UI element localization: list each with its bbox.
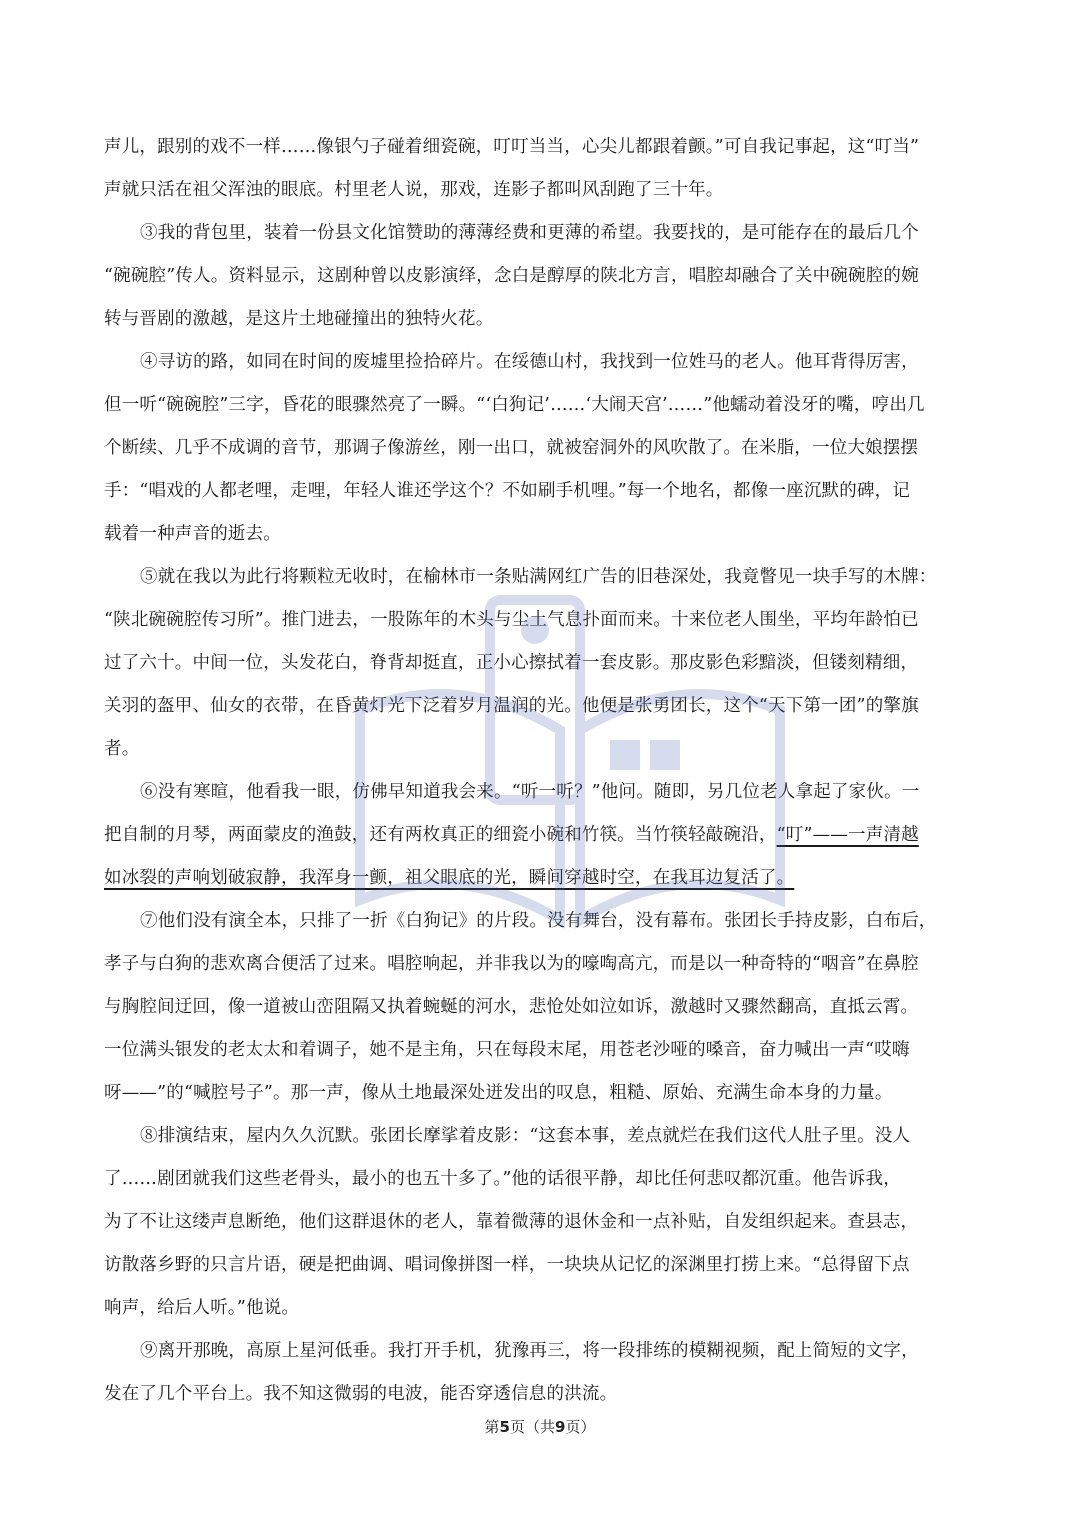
line-text: 了……剧团就我们这些老骨头，最小的也五十多了。”他的话很平静，却比任何悲叹都沉重。他告诉我， xyxy=(104,1169,901,1189)
text-line xyxy=(104,771,978,814)
text-line xyxy=(104,470,978,513)
line-text: 一位满头银发的老太太和着调子，她不是主角，只在每段末尾，用苍老沙哑的嗓音，奋力喊出一声“哎嗨 xyxy=(104,1040,910,1060)
line-text: 个断续、几乎不成调的音节，那调子像游丝，刚一出口，就被窑洞外的风吹散了。在米脂，一位大娘摆摆 xyxy=(104,438,919,458)
line-text: ⑦他们没有演全本，只排了一折《白狗记》的片段。没有舞台，没有幕布。张团长手持皮影，白布后， xyxy=(140,911,937,931)
text-line xyxy=(104,427,978,470)
line-text: 声儿，跟别的戏不一样……像银勺子碰着细瓷碗，叮叮当当，心尖儿都跟着颤。”可自我记事起，这“叮当” xyxy=(104,137,920,157)
text-line xyxy=(104,599,978,642)
text-line xyxy=(104,1244,978,1287)
text-line xyxy=(104,1115,978,1158)
line-text: 手：“唱戏的人都老哩，走哩，年轻人谁还学这个？不如刷手机哩。”每一个地名，都像一座沉默的碑，记 xyxy=(104,481,911,501)
text-line xyxy=(104,1072,978,1115)
underlined-sentence: “叮”——一声清越 xyxy=(776,825,919,845)
page-footer xyxy=(0,1416,1080,1437)
text-line xyxy=(104,900,978,943)
text-line xyxy=(104,556,978,599)
footer-prefix: 第 xyxy=(484,1418,500,1436)
text-line xyxy=(104,384,978,427)
text-line xyxy=(104,728,978,771)
line-text: 关羽的盔甲、仙女的衣带，在昏黄灯光下泛着岁月温润的光。他便是张勇团长，这个“天下第一团”的擎旗 xyxy=(104,696,919,716)
line-text: 为了不让这缕声息断绝，他们这群退休的老人，靠着微薄的退休金和一点补贴，自发组织起来。查县志， xyxy=(104,1212,919,1232)
line-text: 孝子与白狗的悲欢离合便活了过来。唱腔响起，并非我以为的嚎啕高亢，而是以一种奇特的“咽音”在鼻腔 xyxy=(104,954,919,974)
footer-suffix: 页） xyxy=(565,1418,596,1436)
text-line xyxy=(104,169,978,212)
text-line xyxy=(104,1330,978,1373)
underlined-sentence: 如冰裂的声响划破寂静，我浑身一颤，祖父眼底的光，瞬间穿越时空，在我耳边复活了。 xyxy=(104,868,795,888)
line-text: 转与晋剧的激越，是这片土地碰撞出的独特火花。 xyxy=(104,309,494,329)
footer-page-number: 5 xyxy=(499,1418,510,1436)
line-text: 过了六十。中间一位，头发花白，脊背却挺直，正小心擦拭着一套皮影。那皮影色彩黯淡，但镂刻精细， xyxy=(104,653,919,673)
line-text: 与胸腔间迂回，像一道被山峦阻隔又执着蜿蜒的河水，悲怆处如泣如诉，激越时又骤然翻高，直抵云霄。 xyxy=(104,997,919,1017)
text-line xyxy=(104,126,978,169)
line-text: ⑤就在我以为此行将颗粒无收时，在榆林市一条贴满网红广告的旧巷深处，我竟瞥见一块手写的木牌： xyxy=(140,567,937,587)
text-line xyxy=(104,1373,978,1416)
text-line xyxy=(104,298,978,341)
line-text: ⑧排演结束，屋内久久沉默。张团长摩挲着皮影：“这套本事，差点就烂在我们这代人肚子里。没人 xyxy=(140,1126,911,1146)
footer-total-pages: 9 xyxy=(555,1418,566,1436)
line-text: 访散落乡野的只言片语，硬是把曲调、唱词像拼图一样，一块块从记忆的深渊里打捞上来。“总得留下点 xyxy=(104,1255,910,1275)
text-line xyxy=(104,986,978,1029)
text-line xyxy=(104,1029,978,1072)
line-text: 载着一种声音的逝去。 xyxy=(104,524,281,544)
line-text: “陕北碗碗腔传习所”。推门进去，一股陈年的木头与尘土气息扑面而来。十来位老人围坐，平均年龄怕已 xyxy=(104,610,919,630)
line-text: ⑨离开那晚，高原上星河低垂。我打开手机，犹豫再三，将一段排练的模糊视频，配上简短的文字， xyxy=(140,1341,919,1361)
text-line xyxy=(104,341,978,384)
footer-middle: 页（共 xyxy=(509,1418,555,1436)
text-line xyxy=(104,513,978,556)
text-line xyxy=(104,685,978,728)
line-text: ③我的背包里，装着一份县文化馆赞助的薄薄经费和更薄的希望。我要找的，是可能存在的最后几个 xyxy=(140,223,919,243)
line-text: 响声，给后人听。”他说。 xyxy=(104,1298,300,1318)
line-text: 呀——”的“喊腔号子”。那一声，像从土地最深处迸发出的叹息，粗糙、原始、充满生命本身的力量。 xyxy=(104,1083,893,1103)
line-text: ④寻访的路，如同在时间的废墟里捡拾碎片。在绥德山村，我找到一位姓马的老人。他耳背得厉害， xyxy=(140,352,919,372)
text-line xyxy=(104,1158,978,1201)
text-line xyxy=(104,814,978,857)
text-line xyxy=(104,212,978,255)
text-line xyxy=(104,943,978,986)
text-line xyxy=(104,1201,978,1244)
text-line xyxy=(104,642,978,685)
line-text: ⑥没有寒暄，他看我一眼，仿佛早知道我会来。“听一听？”他问。随即，另几位老人拿起了家伙。一 xyxy=(140,782,920,802)
line-text: 发在了几个平台上。我不知这微弱的电波，能否穿透信息的洪流。 xyxy=(104,1384,618,1404)
line-text: 把自制的月琴，两面蒙皮的渔鼓，还有两枚真正的细瓷小碗和竹筷。当竹筷轻敲碗沿， xyxy=(104,825,777,845)
text-line xyxy=(104,1287,978,1330)
article-body xyxy=(104,126,978,1416)
line-text: 声就只活在祖父浑浊的眼底。村里老人说，那戏，连影子都叫风刮跑了三十年。 xyxy=(104,180,724,200)
line-text: “碗碗腔”传人。资料显示，这剧种曾以皮影演绎，念白是醇厚的陕北方言，唱腔却融合了关中碗碗腔的婉 xyxy=(104,266,919,286)
line-text: 者。 xyxy=(104,739,140,759)
text-line xyxy=(104,255,978,298)
text-line xyxy=(104,857,978,900)
line-text: 但一听“碗碗腔”三字，昏花的眼骤然亮了一瞬。“‘白狗记’……‘大闹天宫’……”他蠕动着没牙的嘴，哼出几 xyxy=(104,395,925,415)
